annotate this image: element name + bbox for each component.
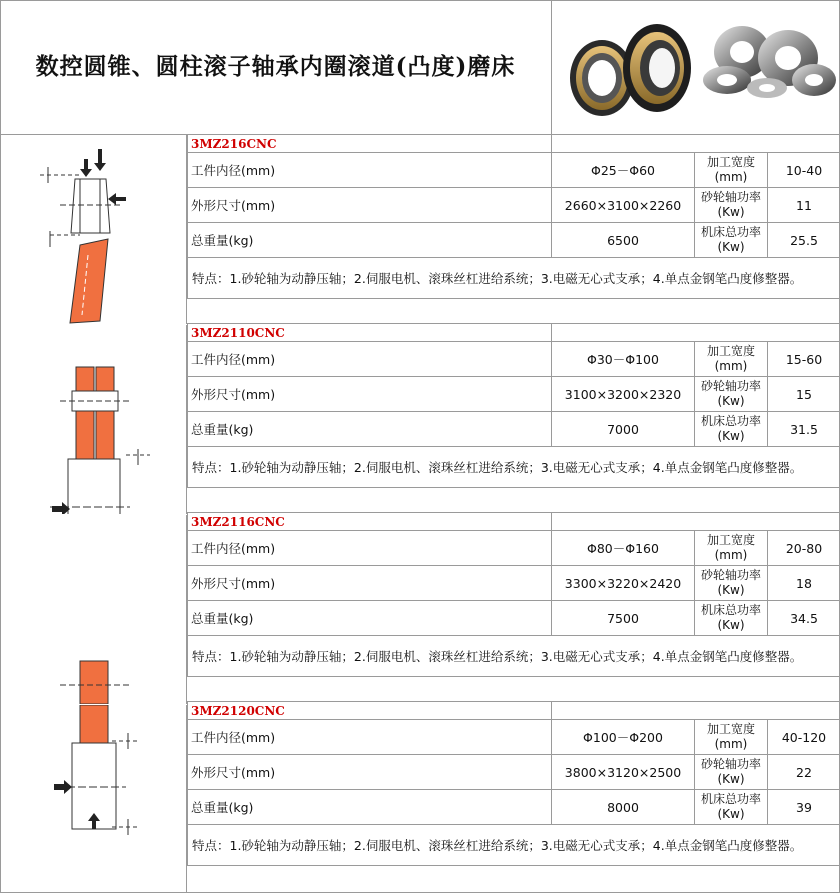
dimensions-label: 外形尺寸(mm) xyxy=(188,566,552,601)
bore-value: Φ25－Φ60 xyxy=(552,153,695,188)
grinding-diagram-2 xyxy=(0,325,186,514)
total-power-label: 机床总功率(Kw) xyxy=(695,790,768,825)
spindle-power-value: 15 xyxy=(768,377,840,412)
total-power-value: 34.5 xyxy=(768,601,840,636)
dimensions-label: 外形尺寸(mm) xyxy=(188,755,552,790)
dimensions-value: 2660×3100×2260 xyxy=(552,188,695,223)
spec-table-3mz2116 xyxy=(187,512,840,677)
dimensions-label: 外形尺寸(mm) xyxy=(188,188,552,223)
spindle-power-value: 18 xyxy=(768,566,840,601)
table-row xyxy=(188,720,840,755)
model-name: 3MZ2120CNC xyxy=(188,702,552,720)
bore-value: Φ30－Φ100 xyxy=(552,342,695,377)
bore-value: Φ100－Φ200 xyxy=(552,720,695,755)
bore-label: 工件内径(mm) xyxy=(188,342,552,377)
bore-label: 工件内径(mm) xyxy=(188,531,552,566)
weight-label: 总重量(kg) xyxy=(188,790,552,825)
spindle-power-label: 砂轮轴功率(Kw) xyxy=(695,188,768,223)
spindle-power-value: 22 xyxy=(768,755,840,790)
bearing-photo-illustration xyxy=(552,0,840,134)
dimensions-value: 3800×3120×2500 xyxy=(552,755,695,790)
table-row xyxy=(188,377,840,412)
dimensions-label: 外形尺寸(mm) xyxy=(188,377,552,412)
diagram-3mz2116 xyxy=(0,515,187,704)
model-name: 3MZ2110CNC xyxy=(188,324,552,342)
total-power-value: 39 xyxy=(768,790,840,825)
table-row xyxy=(188,755,840,790)
spindle-power-value: 11 xyxy=(768,188,840,223)
width-label: 加工宽度(mm) xyxy=(695,342,768,377)
spindle-power-label: 砂轮轴功率(Kw) xyxy=(695,377,768,412)
spindle-power-label: 砂轮轴功率(Kw) xyxy=(695,566,768,601)
bearing-photo xyxy=(552,0,840,135)
weight-value: 7500 xyxy=(552,601,695,636)
table-row xyxy=(188,601,840,636)
grinding-diagram-3 xyxy=(0,515,186,704)
table-row xyxy=(188,153,840,188)
diagram-3mz2110 xyxy=(0,325,187,514)
total-power-value: 31.5 xyxy=(768,412,840,447)
weight-label: 总重量(kg) xyxy=(188,412,552,447)
width-label: 加工宽度(mm) xyxy=(695,153,768,188)
grinding-diagram-4 xyxy=(0,705,186,893)
model-row xyxy=(188,135,840,153)
width-value: 20-80 xyxy=(768,531,840,566)
table-row xyxy=(188,188,840,223)
table-row xyxy=(188,412,840,447)
diagram-3mz216 xyxy=(0,135,187,324)
features-text: 特点：1.砂轮轴为动静压轴；2.伺服电机、滚珠丝杠进给系统；3.电磁无心式支承；4.单点金钢笔凸度修整器。 xyxy=(188,636,840,677)
features-text: 特点：1.砂轮轴为动静压轴；2.伺服电机、滚珠丝杠进给系统；3.电磁无心式支承；4.单点金钢笔凸度修整器。 xyxy=(188,447,840,488)
page-title: 数控圆锥、圆柱滚子轴承内圈滚道(凸度)磨床 xyxy=(35,53,516,80)
title-cell xyxy=(0,0,552,135)
weight-value: 6500 xyxy=(552,223,695,258)
width-value: 10-40 xyxy=(768,153,840,188)
table-row xyxy=(188,531,840,566)
weight-value: 7000 xyxy=(552,412,695,447)
features-row xyxy=(188,825,840,866)
dimensions-value: 3300×3220×2420 xyxy=(552,566,695,601)
table-row xyxy=(188,223,840,258)
grinding-diagram-1 xyxy=(0,135,186,324)
bore-value: Φ80－Φ160 xyxy=(552,531,695,566)
total-power-label: 机床总功率(Kw) xyxy=(695,412,768,447)
model-row xyxy=(188,324,840,342)
total-power-label: 机床总功率(Kw) xyxy=(695,223,768,258)
weight-label: 总重量(kg) xyxy=(188,223,552,258)
bore-label: 工件内径(mm) xyxy=(188,720,552,755)
features-text: 特点：1.砂轮轴为动静压轴；2.伺服电机、滚珠丝杠进给系统；3.电磁无心式支承；4.单点金钢笔凸度修整器。 xyxy=(188,825,840,866)
spec-table-3mz2110 xyxy=(187,323,840,488)
features-row xyxy=(188,636,840,677)
dimensions-value: 3100×3200×2320 xyxy=(552,377,695,412)
model-name: 3MZ216CNC xyxy=(188,135,552,153)
table-row xyxy=(188,790,840,825)
total-power-label: 机床总功率(Kw) xyxy=(695,601,768,636)
features-row xyxy=(188,258,840,299)
weight-value: 8000 xyxy=(552,790,695,825)
spindle-power-label: 砂轮轴功率(Kw) xyxy=(695,755,768,790)
model-name: 3MZ2116CNC xyxy=(188,513,552,531)
total-power-value: 25.5 xyxy=(768,223,840,258)
table-row xyxy=(188,342,840,377)
width-label: 加工宽度(mm) xyxy=(695,720,768,755)
weight-label: 总重量(kg) xyxy=(188,601,552,636)
width-value: 15-60 xyxy=(768,342,840,377)
diagram-3mz2120 xyxy=(0,705,187,893)
width-label: 加工宽度(mm) xyxy=(695,531,768,566)
model-row xyxy=(188,513,840,531)
spec-table-3mz216 xyxy=(187,134,840,299)
features-text: 特点：1.砂轮轴为动静压轴；2.伺服电机、滚珠丝杠进给系统；3.电磁无心式支承；4.单点金钢笔凸度修整器。 xyxy=(188,258,840,299)
width-value: 40-120 xyxy=(768,720,840,755)
features-row xyxy=(188,447,840,488)
spec-table-3mz2120 xyxy=(187,701,840,866)
table-row xyxy=(188,566,840,601)
bore-label: 工件内径(mm) xyxy=(188,153,552,188)
model-row xyxy=(188,702,840,720)
